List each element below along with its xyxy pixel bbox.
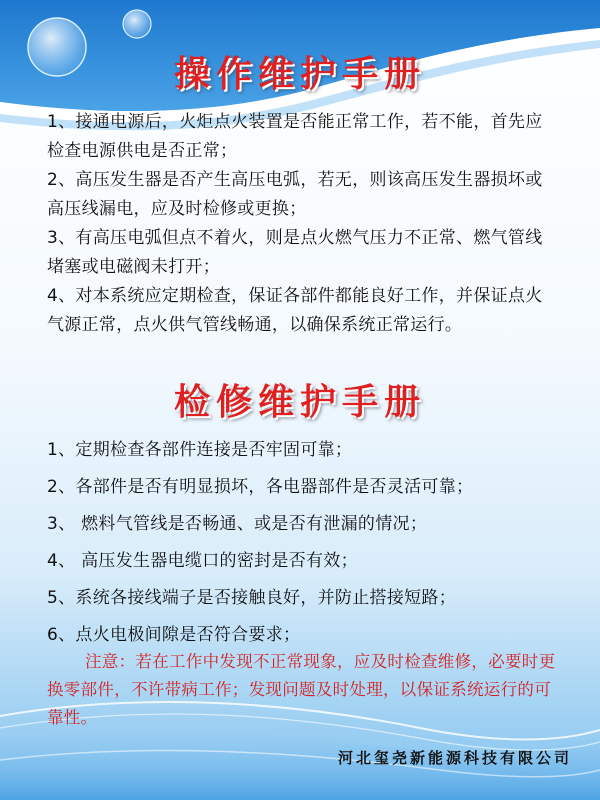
section1-body [47,108,557,340]
notice-text: 注意：若在工作中发现不正常现象，应及时检查维修，必要时更换零部件，不许带病工作；发现问题及时处理，以保证系统运行的可靠性。 [47,652,556,727]
section1-item: 2、高压发生器是否产生高压电弧，若无，则该高压发生器损坏或高压线漏电，应及时检修或更换； [47,170,543,219]
section1-item: 4、对本系统应定期检查，保证各部件都能良好工作，并保证点火气源正常，点火供气管线畅通，以确保系统正常运行。 [47,286,543,335]
section2-item: 2、各部件是否有明显损坏，各电器部件是否灵活可靠； [47,477,474,497]
section2-list [47,432,567,654]
section2-item: 5、系统各接线端子是否接触良好，并防止搭接短路； [47,588,457,608]
section1-title: 操作维护手册 [173,54,426,95]
section2-item: 6、点火电极间隙是否符合要求； [47,625,301,645]
company-name: 河北玺尧新能源科技有限公司 [337,749,572,767]
section2-title: 检修维护手册 [173,382,426,423]
section1-item: 3、有高压电弧但点不着火，则是点火燃气压力不正常、燃气管线堵塞或电磁阀未打开； [47,228,543,277]
section1-item: 1、接通电源后，火炬点火装置是否能正常工作，若不能，首先应检查电源供电是否正常； [47,112,543,161]
section2-item: 1、定期检查各部件连接是否牢固可靠； [47,440,353,460]
section2-item: 4、 高压发生器电缆口的密封是否有效； [47,551,358,571]
section2-item: 3、 燃料气管线是否畅通、或是否有泄漏的情况； [47,514,428,534]
